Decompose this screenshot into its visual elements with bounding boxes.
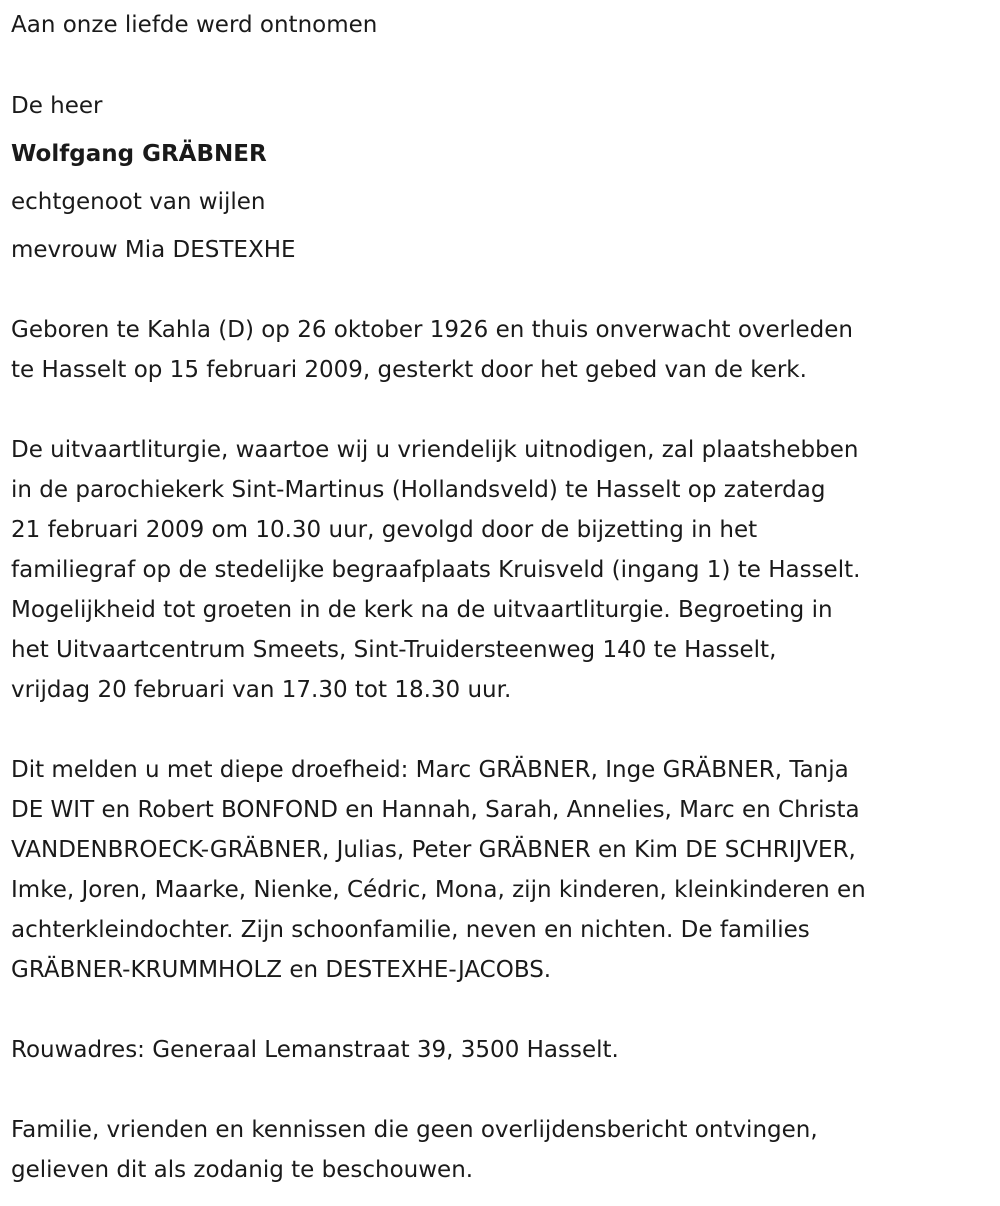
deceased-name: Wolfgang GRÄBNER [11, 141, 267, 167]
paragraph-line: DE WIT en Robert BONFOND en Hannah, Sarah, Annelies, Marc en Christa [11, 797, 860, 823]
mourners-paragraph [11, 750, 996, 990]
paragraph-line: VANDENBROECK-GRÄBNER, Julias, Peter GRÄBNER en Kim DE SCHRIJVER, [11, 837, 856, 863]
funeral-paragraph [11, 430, 996, 710]
paragraph-line: in de parochiekerk Sint-Martinus (Hollandsveld) te Hasselt op zaterdag [11, 477, 826, 503]
mourning-address: Rouwadres: Generaal Lemanstraat 39, 3500 Hasselt. [11, 1037, 619, 1063]
paragraph-line: Geboren te Kahla (D) op 26 oktober 1926 en thuis onverwacht overleden [11, 317, 854, 343]
paragraph-line: GRÄBNER-KRUMMHOLZ en DESTEXHE-JACOBS. [11, 957, 552, 983]
paragraph-line: vrijdag 20 februari van 17.30 tot 18.30 uur. [11, 677, 512, 703]
paragraph-line: het Uitvaartcentrum Smeets, Sint-Truidersteenweg 140 te Hasselt, [11, 637, 777, 663]
intro-line: Aan onze liefde werd ontnomen [11, 12, 378, 38]
paragraph-line: 21 februari 2009 om 10.30 uur, gevolgd door de bijzetting in het [11, 517, 758, 543]
paragraph-line: Mogelijkheid tot groeten in de kerk na de uitvaartliturgie. Begroeting in [11, 597, 833, 623]
birth-death-paragraph [11, 310, 996, 390]
paragraph-line: Dit melden u met diepe droefheid: Marc GRÄBNER, Inge GRÄBNER, Tanja [11, 757, 849, 783]
paragraph-line: gelieven dit als zodanig te beschouwen. [11, 1157, 474, 1183]
paragraph-line: De uitvaartliturgie, waartoe wij u vriendelijk uitnodigen, zal plaatshebben [11, 437, 859, 463]
salutation: De heer [11, 93, 103, 119]
paragraph-line: achterkleindochter. Zijn schoonfamilie, neven en nichten. De families [11, 917, 810, 943]
spouse-line-2: mevrouw Mia DESTEXHE [11, 237, 296, 263]
paragraph-line: familiegraf op de stedelijke begraafplaats Kruisveld (ingang 1) te Hasselt. [11, 557, 861, 583]
paragraph-line: Familie, vrienden en kennissen die geen overlijdensbericht ontvingen, [11, 1117, 818, 1143]
closing-paragraph [11, 1110, 996, 1190]
paragraph-line: te Hasselt op 15 februari 2009, gesterkt door het gebed van de kerk. [11, 357, 807, 383]
spouse-line-1: echtgenoot van wijlen [11, 189, 266, 215]
paragraph-line: Imke, Joren, Maarke, Nienke, Cédric, Mona, zijn kinderen, kleinkinderen en [11, 877, 866, 903]
